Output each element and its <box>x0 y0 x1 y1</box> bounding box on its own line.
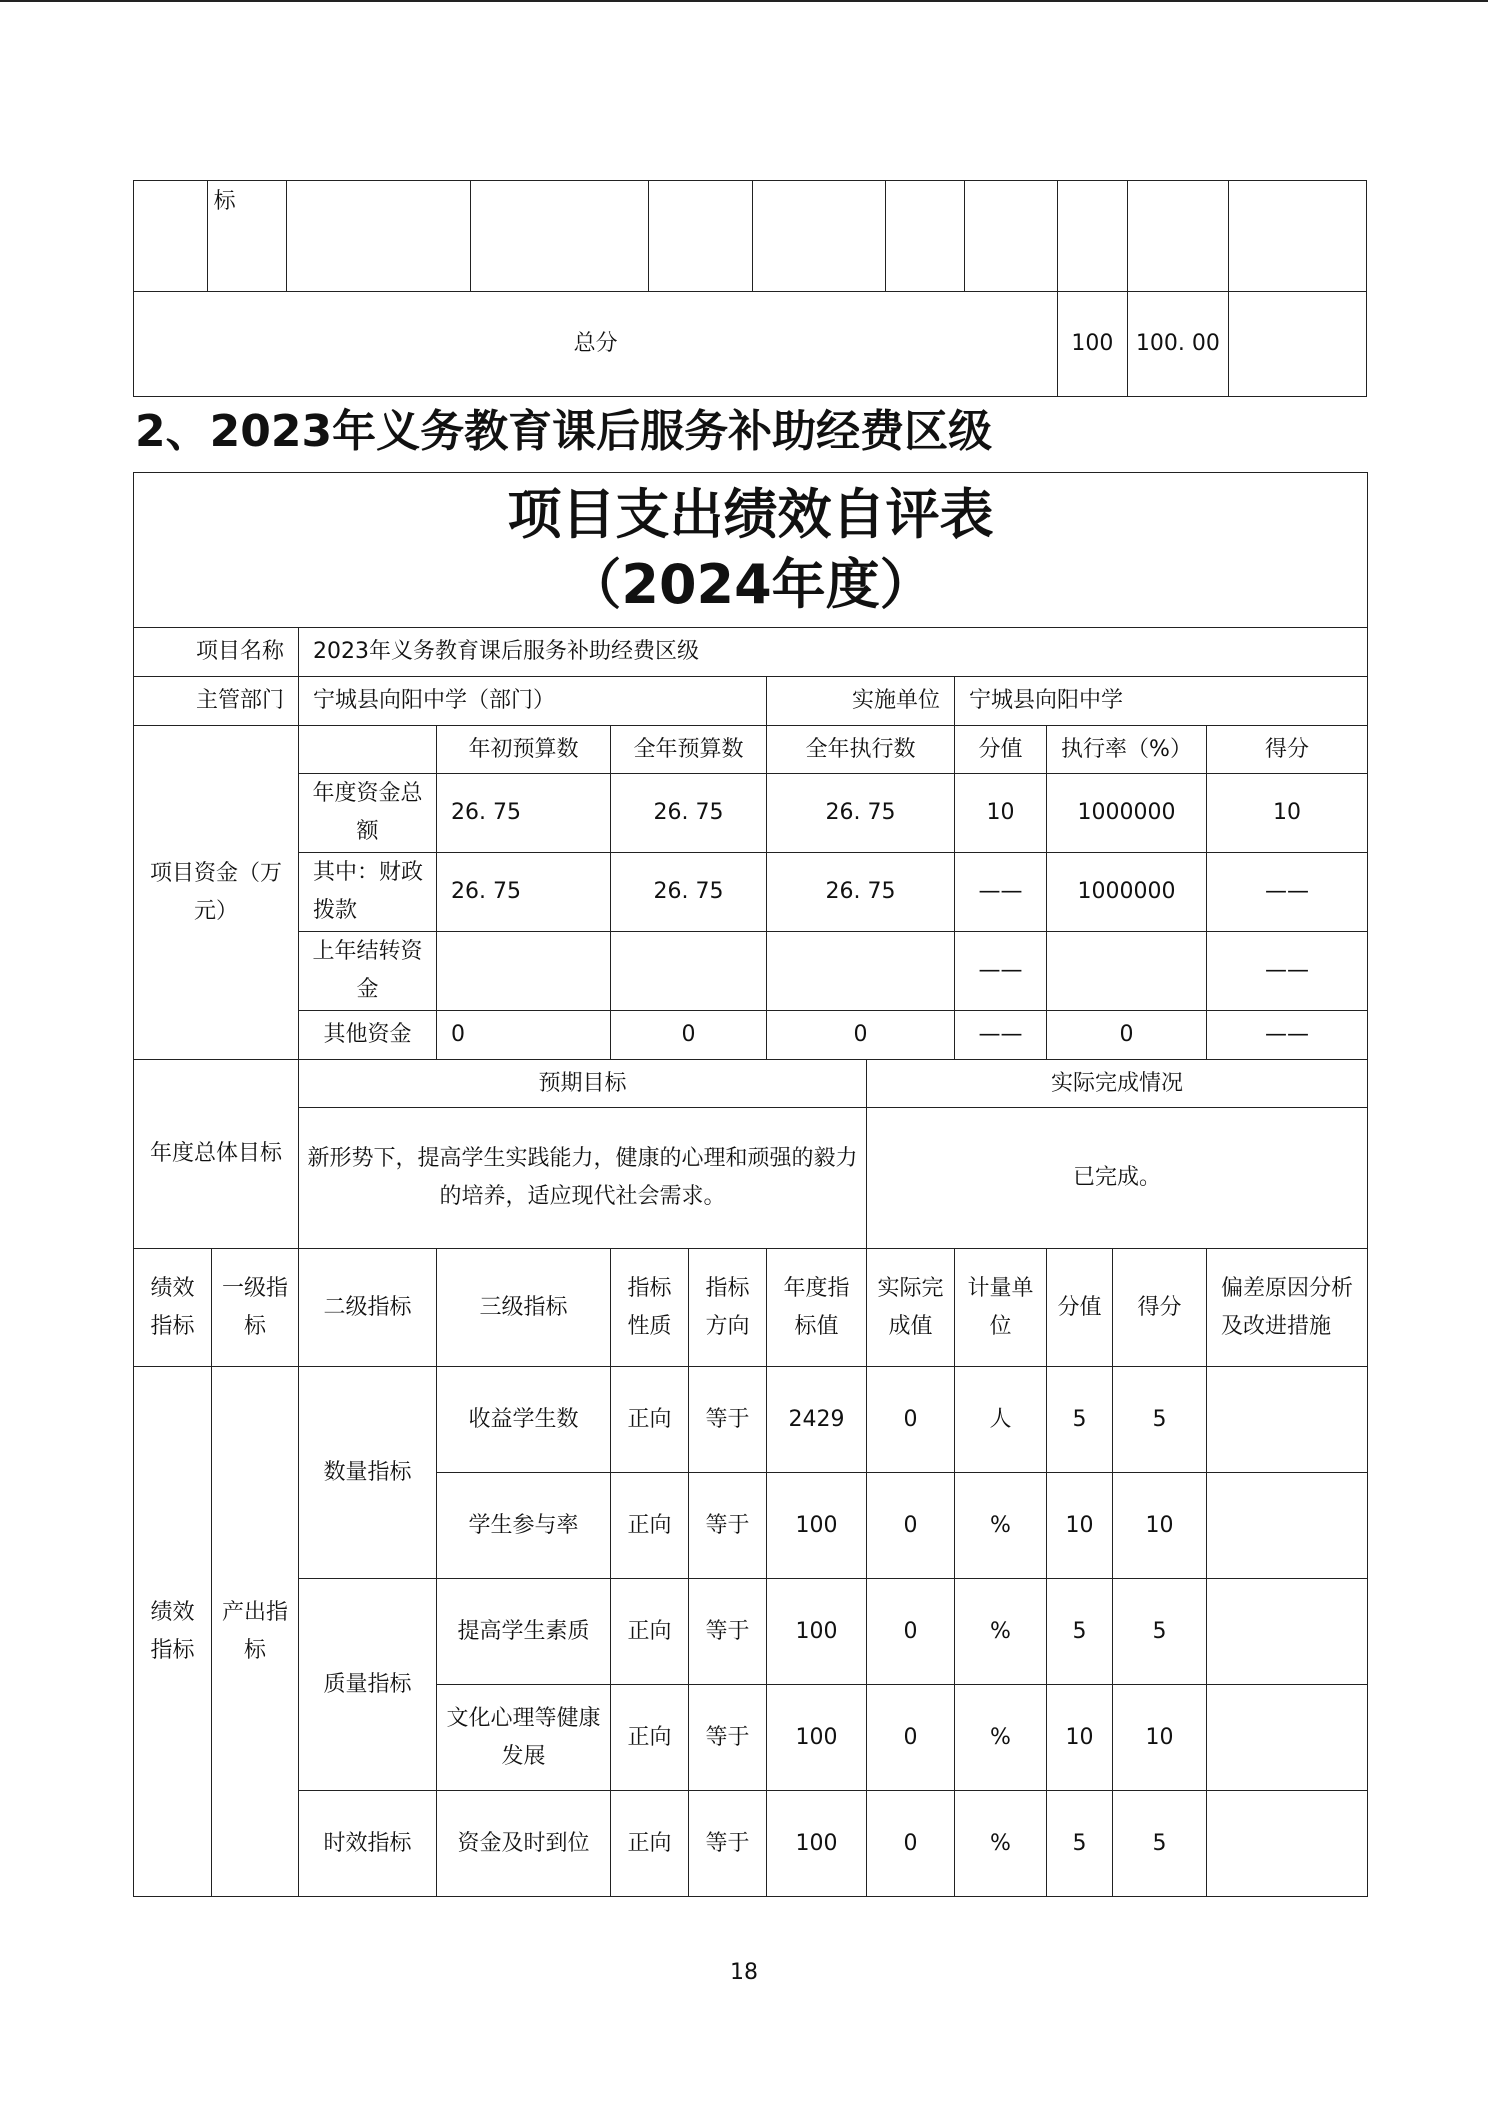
fragment-cell <box>470 181 648 292</box>
total-label: 总分 <box>134 292 1058 397</box>
project-name-label: 项目名称 <box>134 628 299 677</box>
funds-row <box>134 1011 1368 1060</box>
fragment-cell <box>1229 181 1367 292</box>
funds-row <box>134 774 1368 853</box>
funds-label: 项目资金（万元） <box>134 726 299 1060</box>
indicator-nature: 正向 <box>611 1367 689 1473</box>
funds-cell: —— <box>955 853 1047 932</box>
funds-header-row <box>134 726 1368 774</box>
indicator-direction: 等于 <box>689 1685 767 1791</box>
indicator-nature: 正向 <box>611 1473 689 1579</box>
indicator-header: 得分 <box>1113 1249 1207 1367</box>
funds-cell: 0 <box>1047 1011 1207 1060</box>
funds-cell: 0 <box>611 1011 767 1060</box>
indicator-name: 收益学生数 <box>437 1367 611 1473</box>
funds-header: 全年执行数 <box>767 726 955 774</box>
goal-label: 年度总体目标 <box>134 1060 299 1249</box>
indicator-target: 100 <box>767 1473 867 1579</box>
funds-cell: 1000000 <box>1047 774 1207 853</box>
fragment-cell <box>752 181 885 292</box>
funds-row <box>134 932 1368 1011</box>
indicator-direction: 等于 <box>689 1367 767 1473</box>
indicator-actual: 0 <box>867 1367 955 1473</box>
funds-cell: —— <box>1207 932 1368 1011</box>
indicator-nature: 正向 <box>611 1685 689 1791</box>
fragment-cell <box>1127 181 1229 292</box>
indicator-header: 二级指标 <box>299 1249 437 1367</box>
indicator-actual: 0 <box>867 1791 955 1897</box>
indicator-score: 5 <box>1113 1791 1207 1897</box>
goal-content-row <box>134 1108 1368 1249</box>
indicator-target: 2429 <box>767 1367 867 1473</box>
title-line-1: 项目支出绩效自评表 <box>507 483 994 546</box>
department-row <box>134 677 1368 726</box>
indicator-header: 实际完成值 <box>867 1249 955 1367</box>
indicator-row <box>134 1579 1368 1685</box>
indicator-header: 指标性质 <box>611 1249 689 1367</box>
indicator-points: 5 <box>1047 1367 1113 1473</box>
actual-text: 已完成。 <box>867 1108 1368 1249</box>
funds-cell: 26. 75 <box>767 774 955 853</box>
indicator-actual: 0 <box>867 1685 955 1791</box>
funds-cell: 26. 75 <box>611 853 767 932</box>
funds-header: 年初预算数 <box>437 726 611 774</box>
total-points: 100 <box>1058 292 1127 397</box>
indicator-unit: % <box>955 1791 1047 1897</box>
funds-header: 得分 <box>1207 726 1368 774</box>
impl-value: 宁城县向阳中学 <box>955 677 1368 726</box>
indicator-note <box>1207 1473 1368 1579</box>
indicator-row <box>134 1367 1368 1473</box>
funds-header: 全年预算数 <box>611 726 767 774</box>
indicator-header: 年度指标值 <box>767 1249 867 1367</box>
funds-cell: 26. 75 <box>437 853 611 932</box>
funds-header: 分值 <box>955 726 1047 774</box>
fragment-cell <box>134 181 208 292</box>
funds-cell: 0 <box>767 1011 955 1060</box>
funds-row-label: 上年结转资金 <box>299 932 437 1011</box>
indicator-header: 指标方向 <box>689 1249 767 1367</box>
dept-label: 主管部门 <box>134 677 299 726</box>
funds-row <box>134 853 1368 932</box>
indicator-score: 5 <box>1113 1367 1207 1473</box>
indicator-header: 偏差原因分析及改进措施 <box>1207 1249 1368 1367</box>
project-name-value: 2023年义务教育课后服务补助经费区级 <box>299 628 1368 677</box>
fragment-cell <box>1058 181 1127 292</box>
self-evaluation-table <box>133 472 1368 1897</box>
funds-cell: 10 <box>1207 774 1368 853</box>
indicator-note <box>1207 1685 1368 1791</box>
fragment-cell <box>286 181 470 292</box>
actual-label: 实际完成情况 <box>867 1060 1368 1108</box>
funds-row-label: 年度资金总额 <box>299 774 437 853</box>
funds-cell: 10 <box>955 774 1047 853</box>
indicator-direction: 等于 <box>689 1791 767 1897</box>
funds-cell <box>767 932 955 1011</box>
title-line-2: （2024年度） <box>567 553 934 616</box>
level0-cell: 绩效指标 <box>134 1367 212 1897</box>
indicator-points: 10 <box>1047 1685 1113 1791</box>
indicator-points: 10 <box>1047 1473 1113 1579</box>
funds-cell: —— <box>1207 1011 1368 1060</box>
funds-cell: 26. 75 <box>767 853 955 932</box>
indicator-points: 5 <box>1047 1791 1113 1897</box>
funds-cell <box>611 932 767 1011</box>
indicator-nature: 正向 <box>611 1791 689 1897</box>
total-note <box>1229 292 1367 397</box>
dept-value: 宁城县向阳中学（部门） <box>299 677 767 726</box>
impl-label: 实施单位 <box>767 677 955 726</box>
indicator-note <box>1207 1791 1368 1897</box>
page-number: 18 <box>730 1960 758 1985</box>
indicator-name: 文化心理等健康发展 <box>437 1685 611 1791</box>
indicator-direction: 等于 <box>689 1579 767 1685</box>
indicator-unit: % <box>955 1579 1047 1685</box>
indicator-points: 5 <box>1047 1579 1113 1685</box>
indicator-note <box>1207 1579 1368 1685</box>
funds-cell: 0 <box>437 1011 611 1060</box>
funds-cell: 26. 75 <box>437 774 611 853</box>
indicator-actual: 0 <box>867 1579 955 1685</box>
level2-cell: 时效指标 <box>299 1791 437 1897</box>
title-row <box>134 473 1368 628</box>
funds-header-blank <box>299 726 437 774</box>
section-heading: 2、2023年义务教育课后服务补助经费区级 <box>135 406 993 457</box>
indicator-target: 100 <box>767 1685 867 1791</box>
level2-cell: 数量指标 <box>299 1367 437 1579</box>
indicator-name: 学生参与率 <box>437 1473 611 1579</box>
indicator-direction: 等于 <box>689 1473 767 1579</box>
total-score: 100. 00 <box>1127 292 1229 397</box>
indicator-nature: 正向 <box>611 1579 689 1685</box>
indicator-actual: 0 <box>867 1473 955 1579</box>
level2-cell: 质量指标 <box>299 1579 437 1791</box>
expected-label: 预期目标 <box>299 1060 867 1108</box>
page-top-border <box>0 0 1488 2</box>
fragment-cell <box>965 181 1058 292</box>
funds-cell: —— <box>955 932 1047 1011</box>
previous-table-fragment <box>133 180 1367 397</box>
funds-cell: —— <box>1207 853 1368 932</box>
indicator-header: 分值 <box>1047 1249 1113 1367</box>
funds-row-label: 其他资金 <box>299 1011 437 1060</box>
indicator-header: 一级指标 <box>212 1249 299 1367</box>
indicator-name: 提高学生素质 <box>437 1579 611 1685</box>
indicator-header: 计量单位 <box>955 1249 1047 1367</box>
indicator-target: 100 <box>767 1579 867 1685</box>
indicator-header-row <box>134 1249 1368 1367</box>
funds-row-label: 其中：财政拨款 <box>299 853 437 932</box>
expected-text: 新形势下，提高学生实践能力，健康的心理和顽强的毅力的培养，适应现代社会需求。 <box>299 1108 867 1249</box>
table-title <box>134 473 1368 628</box>
indicator-row <box>134 1791 1368 1897</box>
funds-cell: —— <box>955 1011 1047 1060</box>
project-name-row <box>134 628 1368 677</box>
indicator-score: 10 <box>1113 1685 1207 1791</box>
fragment-cell <box>885 181 964 292</box>
funds-cell: 26. 75 <box>611 774 767 853</box>
indicator-unit: % <box>955 1473 1047 1579</box>
level1-cell: 产出指标 <box>212 1367 299 1897</box>
fragment-row <box>134 181 1367 292</box>
indicator-unit: % <box>955 1685 1047 1791</box>
funds-cell: 1000000 <box>1047 853 1207 932</box>
fragment-label: 标 <box>207 181 286 292</box>
indicator-note <box>1207 1367 1368 1473</box>
indicator-target: 100 <box>767 1791 867 1897</box>
indicator-score: 5 <box>1113 1579 1207 1685</box>
indicator-score: 10 <box>1113 1473 1207 1579</box>
funds-header: 执行率（%） <box>1047 726 1207 774</box>
indicator-header: 绩效指标 <box>134 1249 212 1367</box>
indicator-unit: 人 <box>955 1367 1047 1473</box>
indicator-header: 三级指标 <box>437 1249 611 1367</box>
funds-cell <box>437 932 611 1011</box>
fragment-cell <box>648 181 752 292</box>
goal-header-row <box>134 1060 1368 1108</box>
funds-cell <box>1047 932 1207 1011</box>
indicator-name: 资金及时到位 <box>437 1791 611 1897</box>
total-row <box>134 292 1367 397</box>
